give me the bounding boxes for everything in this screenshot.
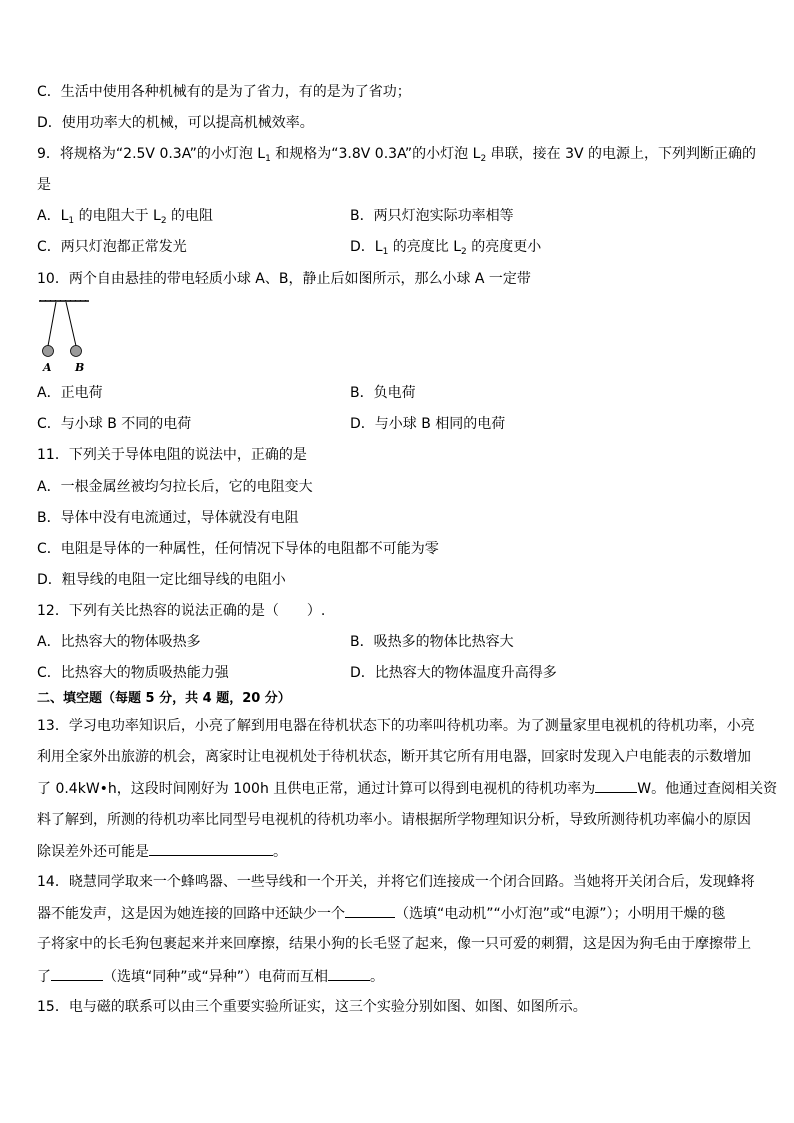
q12-stem: 12．下列有关比热容的说法正确的是（ ）. bbox=[37, 603, 326, 619]
q9-options-ab bbox=[37, 206, 764, 226]
q14-line-3: 子将家中的长毛狗包裹起来并来回摩擦，结果小狗的长毛竖了起来，像一只可爱的刺猬，这是因为狗毛由于摩擦带上 bbox=[37, 936, 751, 952]
ball-a-label: A bbox=[43, 361, 52, 374]
q10-options-ab bbox=[37, 383, 764, 403]
q13-line-5: 除误差外还可能是 。 bbox=[37, 841, 764, 862]
q9-option-c: C．两只灯泡都正常发光 bbox=[37, 239, 187, 255]
q10-options-cd bbox=[37, 414, 764, 434]
q11-stem: 11．下列关于导体电阻的说法中，正确的是 bbox=[37, 447, 307, 463]
q13-line-3: 了 0.4kW•h，这段时间刚好为 100h 且供电正常，通过计算可以得到电视机的待机功率为 W。他通过查阅相关资 bbox=[37, 778, 764, 799]
q11-option-d: D．粗导线的电阻一定比细导线的电阻小 bbox=[37, 572, 286, 588]
q12-options-cd bbox=[37, 663, 764, 683]
q9-option-d: D．$L_1$ 的亮度比 $L_2$ 的亮度更小 bbox=[350, 239, 542, 257]
q12-option-a: A．比热容大的物体吸热多 bbox=[37, 634, 201, 650]
q13-blank-power[interactable] bbox=[595, 778, 637, 793]
q12-options-ab bbox=[37, 632, 764, 652]
ball-b-label: B bbox=[75, 361, 85, 374]
q11-option-b: B．导体中没有电流通过，导体就没有电阻 bbox=[37, 510, 299, 526]
q9-stem-cont: 是 bbox=[37, 177, 51, 193]
q10-stem: 10．两个自由悬挂的带电轻质小球 A、B，静止后如图所示，那么小球 A 一定带 bbox=[37, 271, 531, 287]
q10-option-a: A．正电荷 bbox=[37, 385, 103, 401]
q11-option-a: A．一根金属丝被均匀拉长后，它的电阻变大 bbox=[37, 479, 313, 495]
q10-option-d: D．与小球 B 相同的电荷 bbox=[350, 416, 506, 432]
q10-option-b: B．负电荷 bbox=[350, 385, 416, 401]
hanging-balls-diagram bbox=[38, 300, 90, 362]
q9-option-b: B．两只灯泡实际功率相等 bbox=[350, 208, 514, 224]
q13-blank-reason[interactable] bbox=[149, 841, 273, 856]
q9-options-cd bbox=[37, 237, 764, 257]
q10-option-c: C．与小球 B 不同的电荷 bbox=[37, 416, 192, 432]
q13-line-1: 13．学习电功率知识后，小亮了解到用电器在待机状态下的功率叫待机功率。为了测量家里电视机的待机功率，小亮 bbox=[37, 718, 755, 734]
q9-option-a: A．$L_1$ 的电阻大于 $L_2$ 的电阻 bbox=[37, 208, 214, 226]
q8-option-c: C．生活中使用各种机械有的是为了省力，有的是为了省功； bbox=[37, 84, 411, 100]
section-heading: 二、填空题（每题 5 分，共 4 题，20 分） bbox=[37, 691, 291, 706]
q14-blank-charge-type[interactable] bbox=[51, 966, 103, 981]
q8-option-d: D．使用功率大的机械，可以提高机械效率。 bbox=[37, 115, 314, 131]
q14-line-2: 器不能发声，这是因为她连接的回路中还缺少一个 （选填“电动机”“小灯泡”或“电源”）；小明用干燥的毯 bbox=[37, 903, 764, 924]
q12-option-c: C．比热容大的物质吸热能力强 bbox=[37, 665, 229, 681]
q14-line-1: 14．晓慧同学取来一个蜂鸣器、一些导线和一个开关，并将它们连接成一个闭合回路。当她将开关闭合后，发现蜂将 bbox=[37, 874, 755, 890]
q9-stem: 9．将规格为“2.5V 0.3A”的小灯泡 $L_1$ 和规格为“3.8V 0.3A”的小灯泡 $L_2$ 串联，接在 3V 的电源上，下列判断正确的 bbox=[37, 146, 757, 164]
q12-option-d: D．比热容大的物体温度升高得多 bbox=[350, 665, 557, 681]
q14-line-4: 了 （选填“同种”或“异种”）电荷而互相 。 bbox=[37, 966, 764, 987]
q15-stem: 15．电与磁的联系可以由三个重要实验所证实，这三个实验分别如图、如图、如图所示。 bbox=[37, 999, 587, 1015]
q13-line-4: 料了解到，所测的待机功率比同型号电视机的待机功率小。请根据所学物理知识分析，导致所测待机功率偏小的原因 bbox=[37, 812, 751, 828]
q12-option-b: B．吸热多的物体比热容大 bbox=[350, 634, 514, 650]
q14-blank-interaction[interactable] bbox=[328, 966, 370, 981]
q14-blank-component[interactable] bbox=[345, 903, 395, 918]
q13-line-2: 利用全家外出旅游的机会，离家时让电视机处于待机状态，断开其它所有用电器，回家时发现入户电能表的示数增加 bbox=[37, 749, 751, 765]
hanging-balls-figure bbox=[38, 300, 90, 375]
q11-option-c: C．电阻是导体的一种属性，任何情况下导体的电阻都不可能为零 bbox=[37, 541, 439, 557]
